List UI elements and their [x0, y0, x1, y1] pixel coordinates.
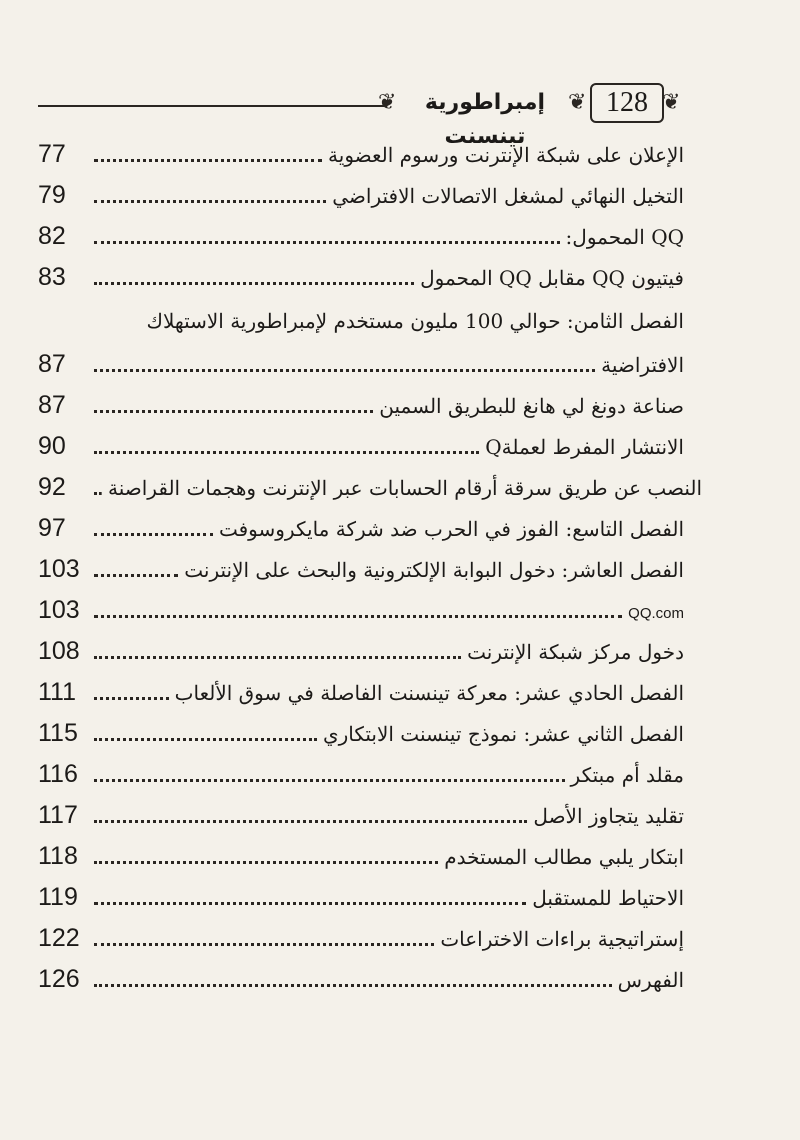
dot-leader	[94, 533, 213, 536]
toc-entry-title: الفصل العاشر: دخول البوابة الإلكترونية والبحث على الإنترنت	[184, 558, 684, 582]
toc-entry-title: التخيل النهائي لمشغل الاتصالات الافتراضي	[332, 184, 684, 208]
toc-entry-title: الإعلان على شبكة الإنترنت ورسوم العضوية	[328, 143, 684, 167]
toc-entry	[38, 673, 684, 714]
toc-entry-title: الافتراضية	[601, 353, 684, 377]
toc-entry	[38, 755, 684, 796]
toc-entry	[38, 714, 684, 755]
toc-entry-title: ابتكار يلبي مطالب المستخدم	[444, 845, 684, 869]
toc-entry-title: الفصل الحادي عشر: معركة تينسنت الفاصلة في سوق الألعاب	[174, 681, 684, 705]
toc-page-number: 126	[38, 965, 80, 993]
toc-page-number: 79	[38, 181, 66, 209]
toc-entry	[38, 550, 684, 591]
toc-page-number: 77	[38, 140, 66, 168]
toc-page-number: 92	[38, 473, 66, 501]
toc-entry	[38, 878, 684, 919]
toc-page-number: 122	[38, 924, 80, 952]
toc-page-number: 103	[38, 596, 80, 624]
dot-leader	[94, 200, 326, 203]
toc-page-number: 82	[38, 222, 66, 250]
toc-entry-title: الفصل الثاني عشر: نموذج تينسنت الابتكاري	[322, 722, 684, 746]
toc-entry	[38, 796, 684, 837]
ornament-icon: ❦	[568, 90, 587, 115]
toc-entry-title: الاحتياط للمستقبل	[532, 886, 684, 910]
ornament-icon: ❦	[378, 90, 397, 115]
dot-leader	[94, 492, 102, 495]
dot-leader	[94, 159, 322, 162]
toc-entry	[38, 176, 684, 217]
page-header	[0, 78, 800, 149]
page-number: 128	[590, 83, 664, 123]
toc-entry-title: دخول مركز شبكة الإنترنت	[467, 640, 684, 664]
dot-leader	[94, 451, 479, 454]
toc-entry	[38, 345, 684, 386]
dot-leader	[94, 943, 434, 946]
dot-leader	[94, 282, 414, 285]
toc-entry-title: الفصل الثامن: حوالي 100 مليون مستخدم لإمبراطورية الاستهلاك	[146, 309, 684, 333]
table-of-contents	[38, 135, 703, 1001]
toc-entry	[38, 258, 684, 299]
dot-leader	[94, 574, 178, 577]
toc-page-number: 87	[38, 350, 66, 378]
toc-entry-title: تقليد يتجاوز الأصل	[533, 804, 684, 828]
toc-entry-title: QQ المحمول:	[565, 225, 684, 249]
toc-chapter-heading	[38, 299, 684, 345]
ornament-icon: ❦	[662, 90, 681, 115]
dot-leader	[94, 984, 612, 987]
dot-leader	[94, 697, 169, 700]
dot-leader	[94, 779, 565, 782]
dot-leader	[94, 861, 438, 864]
running-title: إمبراطورية تينسنت	[424, 90, 546, 149]
toc-entry	[38, 837, 684, 878]
toc-page-number: 83	[38, 263, 66, 291]
toc-entry-title: إستراتيجية براءات الاختراعات	[440, 927, 684, 951]
toc-entry	[38, 217, 684, 258]
toc-entry	[38, 632, 684, 673]
dot-leader	[94, 241, 560, 244]
toc-page-number: 103	[38, 555, 80, 583]
dot-leader	[94, 410, 373, 413]
toc-entry	[38, 591, 684, 632]
toc-page-number: 97	[38, 514, 66, 542]
dot-leader	[94, 902, 526, 905]
toc-page-number: 108	[38, 637, 80, 665]
toc-entry	[38, 386, 684, 427]
toc-entry-title: النصب عن طريق سرقة أرقام الحسابات عبر الإنترنت وهجمات القراصنة	[108, 476, 703, 500]
toc-page-number: 116	[38, 760, 78, 788]
toc-entry	[38, 509, 684, 550]
toc-entry	[38, 468, 703, 509]
toc-page-number: 90	[38, 432, 66, 460]
toc-entry	[38, 919, 684, 960]
dot-leader	[94, 369, 595, 372]
toc-page-number: 87	[38, 391, 66, 419]
dot-leader	[94, 738, 317, 741]
toc-entry	[38, 960, 684, 1001]
toc-entry-title: QQ.com	[628, 605, 684, 622]
toc-entry-title: صناعة دونغ لي هانغ للبطريق السمين	[379, 394, 684, 418]
toc-page-number: 117	[38, 801, 78, 829]
dot-leader	[94, 615, 622, 618]
header-rule	[38, 105, 384, 107]
toc-page-number: 115	[38, 719, 78, 747]
toc-entry-title: الفصل التاسع: الفوز في الحرب ضد شركة مايكروسوفت	[218, 517, 684, 541]
dot-leader	[94, 656, 461, 659]
toc-entry	[38, 135, 684, 176]
toc-entry-title: فيتيون QQ مقابل QQ المحمول	[420, 266, 684, 290]
dot-leader	[94, 820, 527, 823]
toc-page-number: 111	[38, 678, 77, 706]
toc-entry-title: الانتشار المفرط لعملةQ	[485, 435, 684, 459]
toc-page-number: 119	[38, 883, 78, 911]
toc-entry-title: مقلد أم مبتكر	[570, 763, 684, 787]
toc-entry	[38, 427, 684, 468]
toc-entry-title: الفهرس	[617, 968, 684, 992]
toc-page-number: 118	[38, 842, 78, 870]
